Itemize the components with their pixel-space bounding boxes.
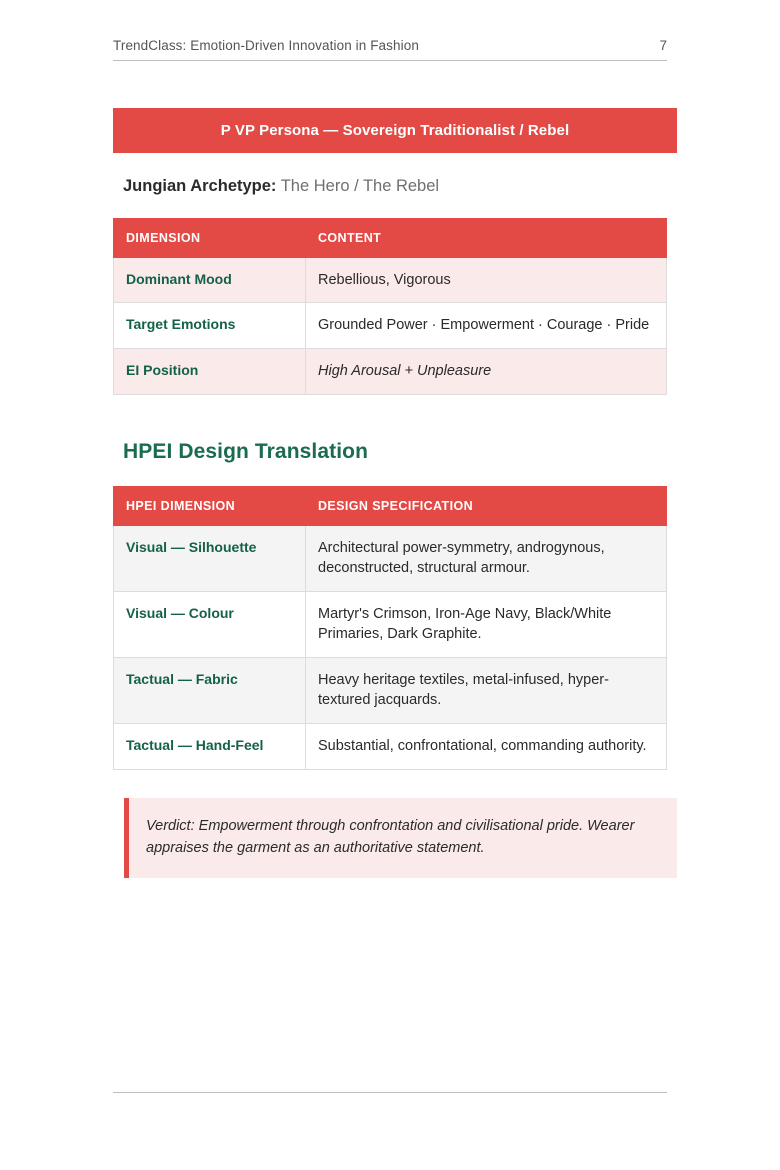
persona-col-content: CONTENT: [306, 218, 667, 257]
table-header-row: [114, 218, 667, 257]
table-row: [114, 724, 667, 770]
persona-dimension-cell: Dominant Mood: [114, 257, 306, 303]
verdict-callout: [124, 798, 677, 878]
page-footer-rule: [113, 1092, 667, 1093]
hpei-specification-cell: Martyr's Crimson, Iron-Age Navy, Black/White Primaries, Dark Graphite.: [306, 591, 667, 657]
hpei-col-dimension: HPEI DIMENSION: [114, 486, 306, 525]
table-row: [114, 591, 667, 657]
page-number: 7: [659, 38, 667, 53]
table-row: [114, 257, 667, 303]
archetype-label: Jungian Archetype:: [123, 177, 277, 195]
persona-dimension-cell: EI Position: [114, 348, 306, 394]
hpei-specification-cell: Substantial, confrontational, commanding authority.: [306, 724, 667, 770]
hpei-dimension-cell: Visual — Colour: [114, 591, 306, 657]
persona-content-cell: High Arousal + Unpleasure: [306, 348, 667, 394]
table-row: [114, 525, 667, 591]
persona-col-dimension: DIMENSION: [114, 218, 306, 257]
table-header-row: [114, 486, 667, 525]
persona-content-cell: Grounded Power · Empowerment · Courage · Pride: [306, 303, 667, 349]
hpei-table-head: [114, 486, 667, 525]
archetype-value: The Hero / The Rebel: [280, 177, 440, 195]
page-header: [113, 38, 667, 61]
hpei-dimension-cell: Tactual — Hand-Feel: [114, 724, 306, 770]
document-title: TrendClass: Emotion-Driven Innovation in Fashion: [113, 38, 419, 53]
table-row: [114, 657, 667, 723]
hpei-specification-cell: Heavy heritage textiles, metal-infused, hyper-textured jacquards.: [306, 657, 667, 723]
hpei-section-title: HPEI Design Translation: [123, 439, 369, 463]
persona-table-body: [114, 257, 667, 394]
hpei-dimension-cell: Tactual — Fabric: [114, 657, 306, 723]
persona-dimension-cell: Target Emotions: [114, 303, 306, 349]
table-row: [114, 348, 667, 394]
hpei-table-body: [114, 525, 667, 769]
jungian-archetype-line: [123, 177, 677, 197]
page-content: [113, 108, 677, 878]
table-row: [114, 303, 667, 349]
persona-table-head: [114, 218, 667, 257]
persona-table: [113, 218, 667, 395]
persona-banner: P VP Persona — Sovereign Traditionalist / Rebel: [113, 108, 677, 153]
hpei-dimension-cell: Visual — Silhouette: [114, 525, 306, 591]
hpei-table: [113, 486, 667, 770]
verdict-text: Verdict: Empowerment through confrontation and civilisational pride. Wearer appraises the garment as an authoritative statement.: [146, 817, 635, 856]
persona-content-cell: Rebellious, Vigorous: [306, 257, 667, 303]
hpei-specification-cell: Architectural power-symmetry, androgynous, deconstructed, structural armour.: [306, 525, 667, 591]
hpei-col-specification: DESIGN SPECIFICATION: [306, 486, 667, 525]
